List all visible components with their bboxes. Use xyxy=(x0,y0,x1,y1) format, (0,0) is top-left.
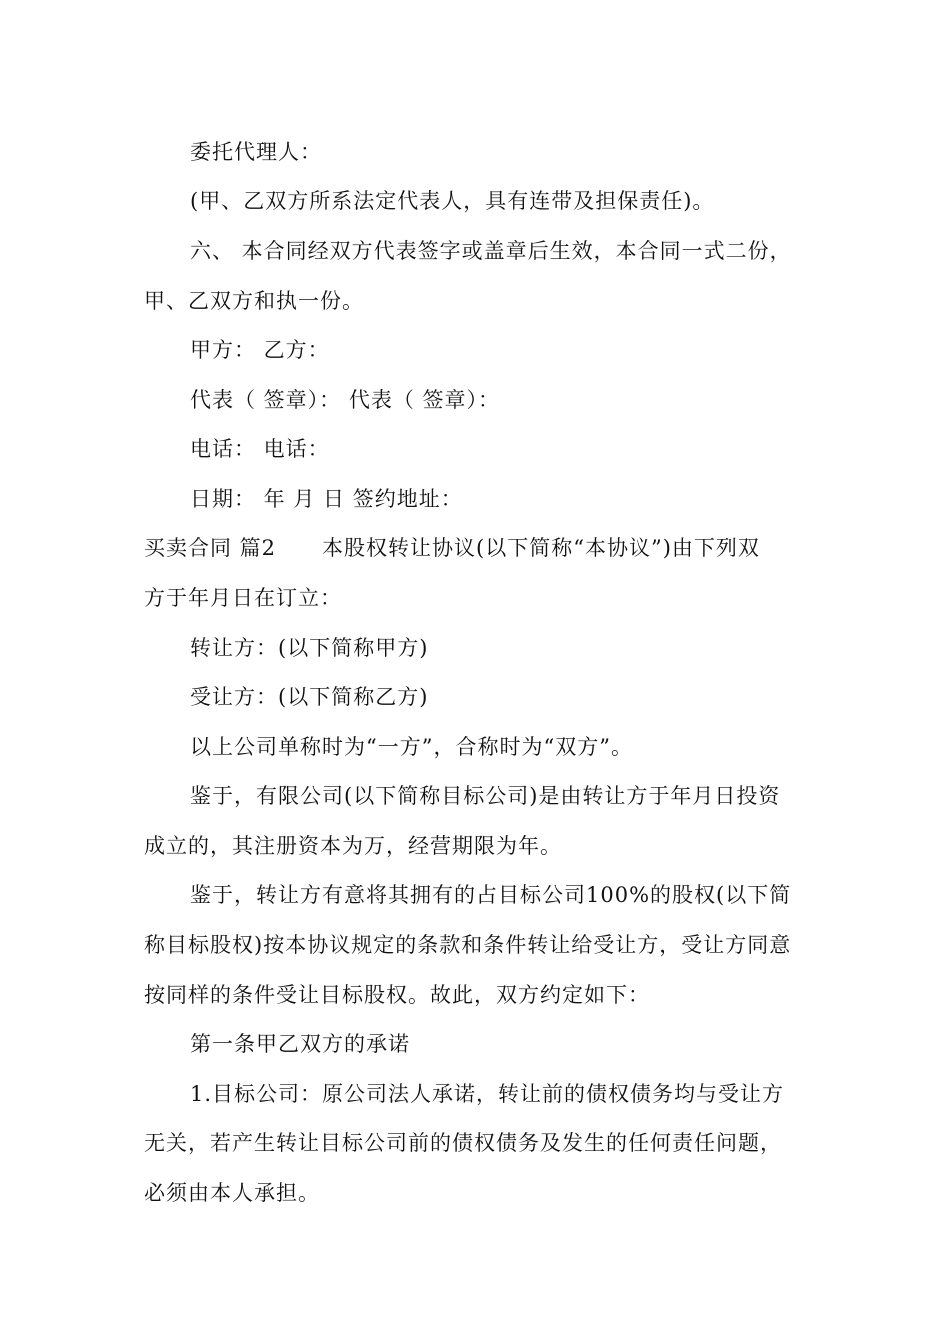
signature-phones: 电话： 电话： xyxy=(190,437,330,461)
para-whereas-2-cont-2: 按同样的条件受让目标股权。故此，双方约定如下： xyxy=(144,983,650,1007)
para-whereas-1: 鉴于，有限公司(以下简称目标公司)是由转让方于年月日投资 xyxy=(190,784,781,808)
article-one-heading: 第一条甲乙双方的承诺 xyxy=(190,1032,410,1056)
para-clause-six: 六、 本合同经双方代表签字或盖章后生效，本合同一式二份， xyxy=(190,239,792,263)
agreement-intro: 本股权转让协议(以下简称“本协议”)由下列双 xyxy=(322,536,760,560)
signature-representatives: 代表（ 签章）： 代表（ 签章）： xyxy=(190,388,501,412)
para-clause-six-cont: 甲、乙双方和执一份。 xyxy=(144,289,364,313)
section-heading-row xyxy=(144,533,760,563)
para-whereas-1-cont: 成立的，其注册资本为万，经营期限为年。 xyxy=(144,834,562,858)
article-one-item-1-cont-1: 无关，若产生转让目标公司前的债权债务及发生的任何责任问题， xyxy=(144,1131,782,1155)
para-party-terms: 以上公司单称时为“一方”，合称时为“双方”。 xyxy=(190,735,633,759)
article-one-item-1: 1.目标公司：原公司法人承诺，转让前的债权债务均与受让方 xyxy=(190,1082,785,1106)
article-one-item-1-cont-2: 必须由本人承担。 xyxy=(144,1181,320,1205)
party-transferor: 转让方：(以下简称甲方) xyxy=(190,636,429,660)
agreement-intro-cont: 方于年月日在订立： xyxy=(144,586,342,610)
para-agent: 委托代理人： xyxy=(190,140,322,164)
para-whereas-2: 鉴于，转让方有意将其拥有的占目标公司100%的股权(以下简 xyxy=(190,883,792,907)
section-heading: 买卖合同 篇2 xyxy=(144,536,277,560)
signature-date-place: 日期： 年 月 日 签约地址： xyxy=(190,487,463,511)
signature-parties: 甲方： 乙方： xyxy=(190,338,330,362)
para-whereas-2-cont-1: 称目标股权)按本协议规定的条款和条件转让给受让方，受让方同意 xyxy=(144,933,792,957)
party-transferee: 受让方：(以下简称乙方) xyxy=(190,685,429,709)
para-liability: (甲、乙双方所系法定代表人，具有连带及担保责任)。 xyxy=(190,189,715,213)
